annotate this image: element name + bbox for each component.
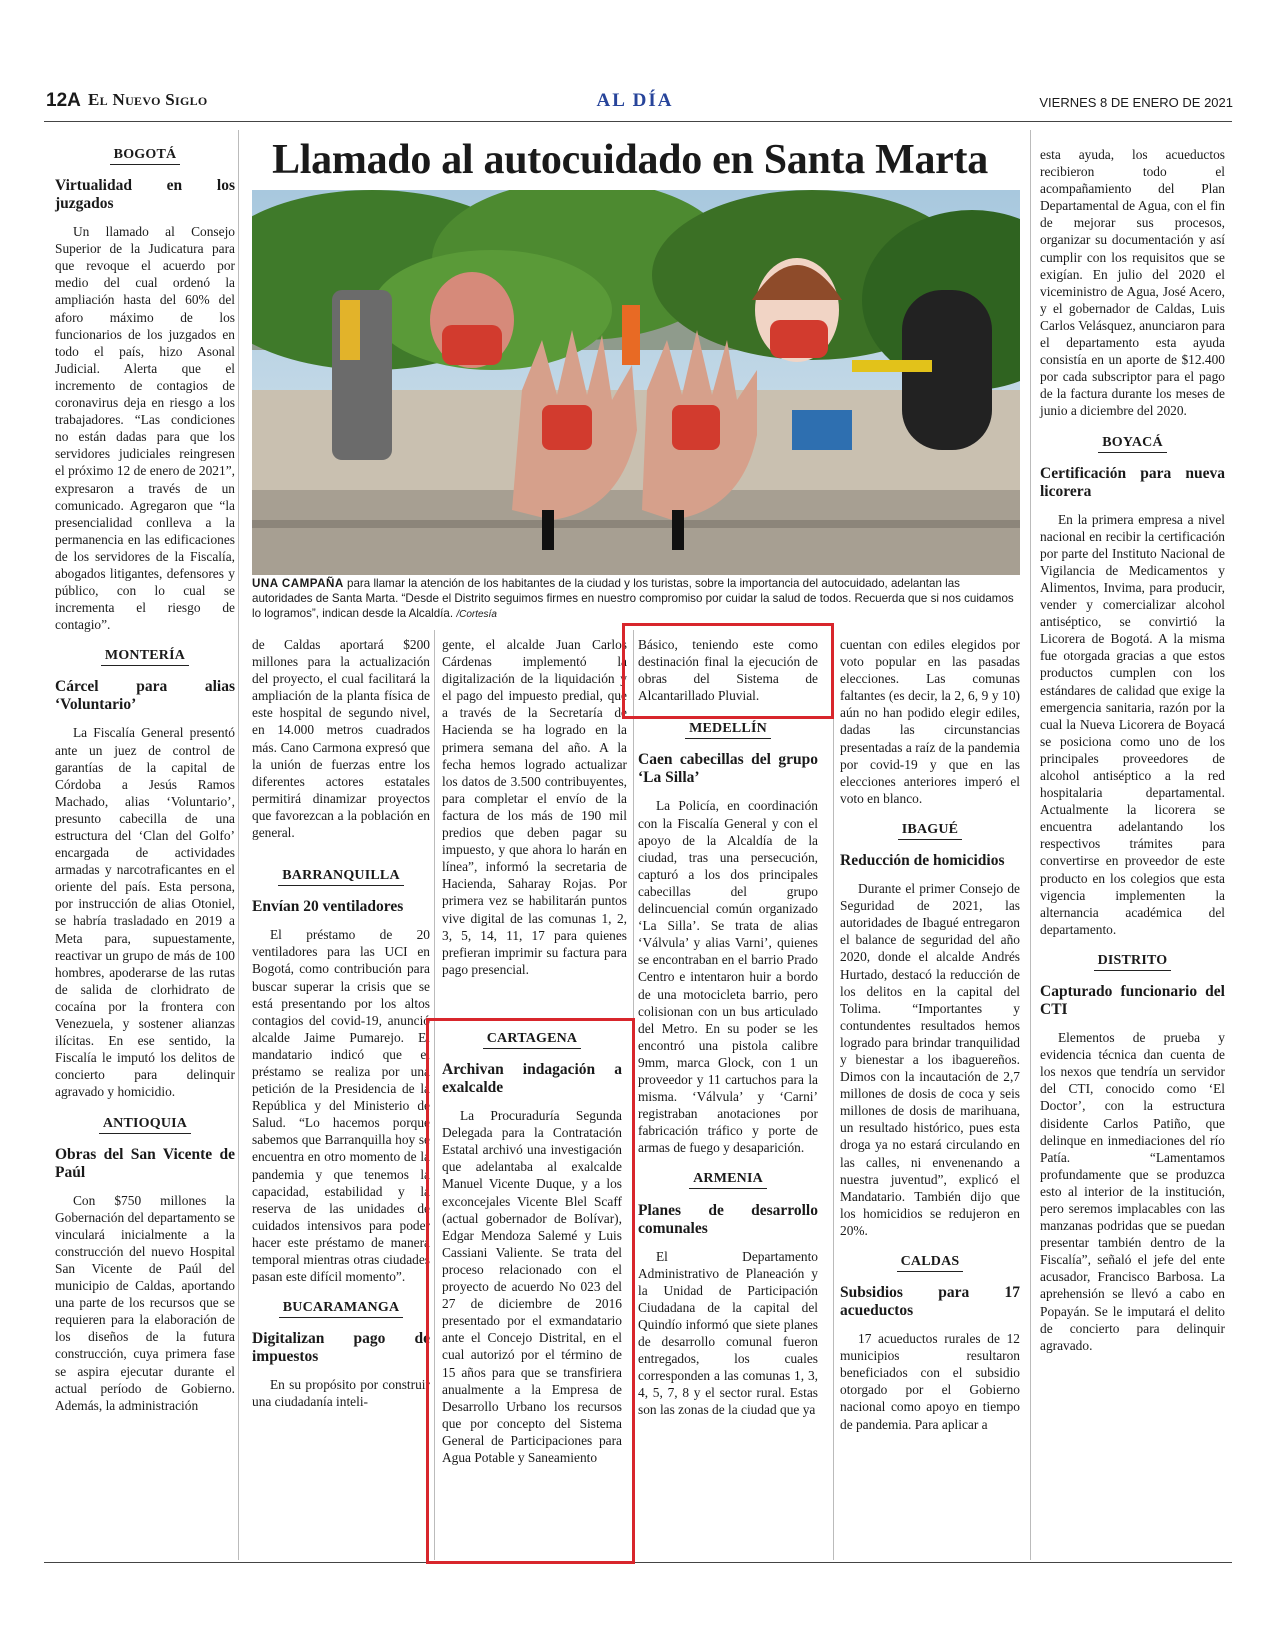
article-title: Planes de desarrollo comunales [638, 1201, 818, 1237]
kicker-boyaca: BOYACÁ [1040, 434, 1225, 451]
column-divider [833, 630, 834, 1560]
article-body: En su propósito por construir una ciudadanía inteli- [252, 1377, 430, 1410]
column-4 [638, 636, 818, 1418]
article-body: Con $750 millones la Gobernación del departamento se vinculará inicialmente a la construcción del nuevo Hospital San Vicente de Paúl del municipio de Caldas, aportando una parte de los recursos que se requieren para la elaboración de los diseños de la futura construcción, cuya primera fase se aspira ejecutar durante el actual período de Gobierno. Además, la administración [55, 1192, 235, 1413]
column-3 [442, 636, 627, 978]
article-title: Reducción de homicidios [840, 852, 1005, 870]
article-body: esta ayuda, los acueductos recibieron todo el acompañamiento del Plan Departamental de Agua, con el fin de mejorar sus procesos, organizar su documentación y así cumplir con los requisitos que se exigían. En julio del 2020 el viceministro de Agua, José Acero, y el gobernador de Caldas, Luis Carlos Velásquez, anunciaron para el departamento esta ayuda consistía en un aporte de $12.400 por cada subscriptor para el pago de la factura durante los meses de junio a diciembre del 2020. [1040, 147, 1225, 419]
kicker-medellin: MEDELLÍN [638, 720, 818, 737]
caption-text: para llamar la atención de los habitantes de la ciudad y los turistas, sobre la importancia del autocuidado, adelantan las autoridades de Santa Marta. “Desde el Distrito seguimos firmes en nuestro compromiso por cuidar la salud de todos. Recuerda que si nos cuidamos lo logramos”, indican desde la Alcaldía. [252, 577, 1014, 620]
article-body: Elementos de prueba y evidencia técnica dan cuenta de los nexos que tendría un servidor del CTI, conocido como ‘El Doctor’, con la estructura disidente Carlos Patiño, que delinque en inmediaciones del río Patía. “Lamentamos profundamente que se produzca esto al interior de la institución, pero seremos implacables con las manzanas podridas que se puedan presentar también dentro de la Fiscalía”, señaló el jefe del ente acusador, Francisco Barbosa. La aprehensión se llevó a cabo en Popayán. Se le imputará el delito de concierto para delinquir agravado. [1040, 1030, 1225, 1353]
column-2 [252, 636, 430, 1410]
article-title: Capturado funcionario del CTI [1040, 983, 1225, 1019]
article-title: Caen cabecillas del grupo ‘La Silla’ [638, 751, 818, 787]
kicker-ibague: IBAGUÉ [840, 821, 1020, 838]
article-body: En la primera empresa a nivel nacional en recibir la certificación por parte del Instituto Nacional de Vigilancia de Medicamentos y Alimentos, Invima, para producir, vender y comercializar alcohol antiséptico, se convirtió la Licorera de Bogotá. A la misma fue otorgada gracias a que estos productos cumplen con los estándares de calidad que exige la emergencia sanitaria, razón por la cual la Nueva Licorera de Boyacá se posiciona como uno de los principales proveedores de alcohol antiséptico a la red hospitalaria departamental. Actualmente la licorera se encuentra adelantando los respectivos trámites para convertirse en proveedor de este producto en los colegios que esta vigencia implementen la alternancia académica del departamento. [1040, 511, 1225, 937]
article-title: Cárcel para alias ‘Voluntario’ [55, 678, 235, 714]
article-body: de Caldas aportará $200 millones para la actualización del proyecto, el cual facilitará la ampliación de la planta física de este hospital de segundo nivel, en 14.000 metros cuadrados más. Cano Carmona expresó que la unión de fuerzas entre los diferentes actores estatales permitirá dinamizar proyectos que favorezcan a la población en general. [252, 637, 430, 841]
footer-rule [44, 1562, 1232, 1563]
article-title: Obras del San Vicente de Paúl [55, 1145, 235, 1181]
campaign-photo [252, 190, 1020, 575]
kicker-monteria: MONTERÍA [55, 647, 235, 664]
kicker-barranquilla: BARRANQUILLA [252, 867, 430, 884]
article-title: Virtualidad en los juzgados [55, 177, 235, 213]
article-body: La Procuraduría Segunda Delegada para la Contratación Estatal archivó una investigación que adelantaba al exalcalde Manuel Vicente Duque, y a los exconcejales Vicente Blel Scaff (actual gobernador de Bolívar), Edgar Mendoza Salemé y Luis Cassiani Valiente. Se trata del proceso relacionado con el proyecto de acuerdo No 023 del 27 de diciembre de 2016 presentado por el exmandatario ante el Concejo Distrital, en el cual autorizó por el término de 15 años para que se transfiriera anualmente a la Empresa de Desarrollo Urbano los recursos que por concepto del Sistema General de Participaciones para Agua Potable y Saneamiento [442, 1108, 622, 1465]
kicker-armenia: ARMENIA [638, 1170, 818, 1187]
header-rule [44, 121, 1232, 122]
kicker-caldas: CALDAS [840, 1253, 1020, 1270]
article-body: gente, el alcalde Juan Carlos Cárdenas implementó la digitalización de la liquidación y el pago del impuesto predial, que a través de la Secretaría de Hacienda se ha logrado en la primera semana del año. A la fecha hemos logrado actualizar los datos de 3.500 contribuyentes, para completar el envío de la factura de los más de 190 mil predios que deben pagar su impuesto, y que ahora lo harán en línea”, informó la secretaria de Hacienda, Saharay Rojas. Por primera vez se habilitarán puntos vive digital de las comunas 1, 2, 3, 5, 14, 11, 17 para quienes prefieran imprimir su factura para pago presencial. [442, 637, 627, 977]
article-title: Certificación para nueva licorera [1040, 464, 1225, 500]
caption-credit: /Cortesía [456, 609, 497, 620]
column-divider [238, 130, 239, 1560]
article-body: El Departamento Administrativo de Planeación y la Unidad de Participación Ciudadana de la capital del Quindío informó que siete planes de desarrollo comunal fueron entregados, los cuales corresponden a las comunas 1, 3, 4, 5, 7, 8 y el sector rural. Estas son las zonas de la ciudad que ya [638, 1248, 818, 1418]
article-body: cuentan con ediles elegidos por voto popular en las pasadas elecciones. Las comunas faltantes (es decir, la 2, 6, 9 y 10) aún no han podido elegir ediles, dadas las circunstancias presentadas a raíz de la pandemia por covid-19 y que en las elecciones anteriores imperó el voto en blanco. [840, 637, 1020, 806]
article-body: Un llamado al Consejo Superior de la Judicatura para que revoque el acuerdo por medio del cual ordenó la ampliación hasta del 60% del aforo máximo de los funcionarios de los juzgados en todo el país, hizo Asonal Judicial. Alerta que el incremento de contagios de coronavirus deja en riesgo a los trabajadores. “Las condiciones no están dadas para que los servidores judiciales reingresen el próximo 12 de enero de 2021”, expresaron a través de un comunicado. Agregaron que “la presencialidad conlleva a la permanencia en las edificaciones de los servidores de la Fiscalía, abogados litigantes, defensores y público, con lo cual se incrementa el riesgo de contagio”. [55, 224, 235, 633]
issue-date: VIERNES 8 DE ENERO DE 2021 [1039, 95, 1233, 110]
article-body: El préstamo de 20 ventiladores para las UCI en Bogotá, como contribución para buscar superar la crisis que se está presentando por los altos contagios del covid-19, anunció alcalde Jaime Pumarejo. El mandatario indicó que el préstamo se realiza por una petición de la Presidencia de la República y del Ministerio de Salud. “Lo hacemos porque sabemos que Barranquilla hoy se encuentra en otro momento de la pandemia y que tenemos la capacidad, estabilidad y la reserva de las unidades de cuidados intensivos para poder hacer este préstamo de manera temporal mientras otras ciudades pasan este difícil momento”. [252, 927, 430, 1285]
article-title: Envían 20 ventiladores [252, 898, 404, 916]
section-title: AL DÍA [596, 90, 674, 111]
newspaper-name: El Nuevo Siglo [88, 90, 208, 109]
main-headline: Llamado al autocuidado en Santa Marta [272, 137, 988, 183]
column-divider [1030, 130, 1031, 1560]
article-body: Básico, teniendo este como destinación final la ejecución de obras del Sistema de Alcantarillado Pluvial. [638, 637, 818, 704]
article-body: Durante el primer Consejo de Seguridad de 2021, las autoridades de Ibagué entregaron el balance de seguridad del año 2020, donde el alcalde Andrés Hurtado, destacó la reducción de los delitos en la capital del Tolima. “Importantes y contundentes resultados hemos logrado para brindar tranquilidad y bienestar a los ibaguereños. Dimos con la incautación de 2,7 millones de dosis de coca y seis millones de dosis de marihuana, un resultado histórico, pues esta droga ya no estará circulando en las calles, ni envenenando a nuestra juventud”, explicó el Mandatario. También dijo que los homicidios se redujeron en 20%. [840, 881, 1020, 1238]
column-5 [840, 636, 1020, 1433]
kicker-bucaramanga: BUCARAMANGA [252, 1299, 430, 1316]
page-number: 12A [46, 90, 81, 111]
photo-caption [252, 576, 1020, 622]
kicker-bogota: BOGOTÁ [55, 146, 235, 163]
article-body: 17 acueductos rurales de 12 municipios resultaron beneficiados con el subsidio otorgado por el Gobierno nacional como apoyo en tiempo de pandemia. Para aplicar a [840, 1331, 1020, 1432]
article-title: Digitalizan pago de impuestos [252, 1330, 430, 1366]
column-6 [1040, 146, 1225, 1354]
kicker-distrito: DISTRITO [1040, 952, 1225, 969]
article-cartagena [442, 1030, 622, 1466]
column-1 [55, 146, 235, 1414]
kicker-antioquia: ANTIOQUIA [55, 1115, 235, 1132]
caption-lead: UNA CAMPAÑA [252, 577, 344, 590]
article-title: Archivan indagación a exalcalde [442, 1061, 622, 1097]
article-body: La Fiscalía General presentó ante un juez de control de garantías de la capital de Córdoba a Jesús Ramos Machado, alias ‘Voluntario’, presunto cabecilla de una estructura del ‘Clan del Golfo’ encargada de actividades armadas y narcotraficantes en el oriente del país. Esta persona, por instrucción de alias Otoniel, se habría trasladado en 2019 a Meta para, supuestamente, reactivar un grupo de más de 100 hombres, apoderarse de las rutas de salida de clorhidrato de cocaína por la frontera con Venezuela, y sostener alianzas ilícitas. En ese sentido, la Fiscalía le imputó los delitos de concierto para delinquir agravado y homicidio. [55, 725, 235, 1100]
campaign-photo-illustration [252, 190, 1020, 575]
article-body: La Policía, en coordinación con la Fiscalía General y con el apoyo de la Alcaldía de la ciudad, tras una persecución, capturó a los dos principales cabecillas del grupo delincuencial común organizado ‘La Silla’. Se trata de alias ‘Válvula’ y alias Varni’, quienes se encontraban en el barrio Prado Centro e intentaron huir a bordo de una motocicleta barrio, pero colisionan con un bus articulado del Metro. En su poder se les encontró una pistola calibre 9mm, marca Glock, con 1 un proveedor y 11 cartuchos para la misma. ‘Válvula’ y ‘Carni’ registraban anotaciones por fabricación tráfico y porte de armas de fuego y desaparición. [638, 798, 818, 1156]
kicker-cartagena: CARTAGENA [442, 1030, 622, 1047]
article-title: Subsidios para 17 acueductos [840, 1284, 1020, 1320]
